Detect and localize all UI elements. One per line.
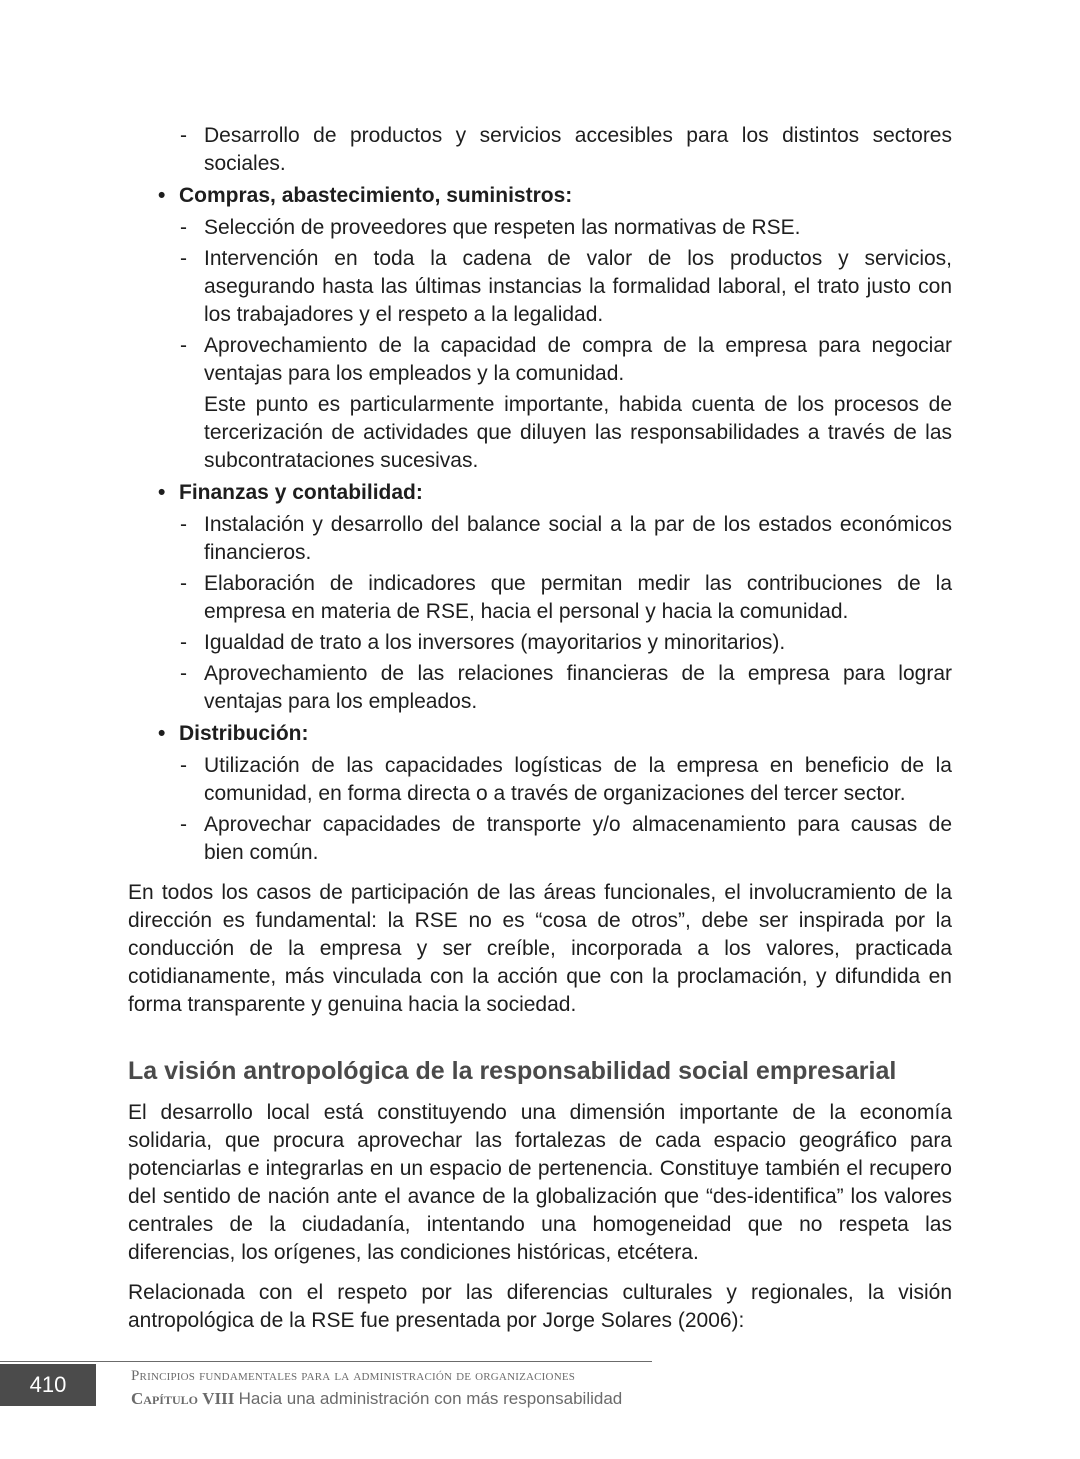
chapter-label: Capítulo bbox=[131, 1389, 198, 1408]
bullet-marker: • bbox=[158, 184, 166, 207]
section-title: Finanzas y contabilidad: bbox=[179, 481, 423, 504]
page-number: 410 bbox=[0, 1364, 96, 1406]
section-heading: La visión antropológica de la responsabilidad social empresarial bbox=[128, 1057, 897, 1085]
list-continuation: Este punto es particularmente importante, habida cuenta de los procesos de tercerización de actividades que diluyen las responsabilidades a través de las subcontrataciones sucesivas. bbox=[204, 393, 952, 472]
list-item bbox=[128, 214, 952, 242]
dash-marker: - bbox=[180, 662, 187, 685]
list-item-text: Instalación y desarrollo del balance social a la par de los estados económicos financieros. bbox=[204, 513, 952, 564]
dash-marker: - bbox=[180, 813, 187, 836]
list-item-text: Intervención en toda la cadena de valor de los productos y servicios, asegurando hasta las últimas instancias la formalidad laboral, el trato justo con los trabajadores y el respeto a la legalidad. bbox=[204, 247, 952, 326]
section-title: Distribución: bbox=[179, 722, 309, 745]
chapter-number: VIII bbox=[202, 1389, 235, 1408]
closing-paragraph: En todos los casos de participación de las áreas funcionales, el involucramiento de la dirección es fundamental: la RSE no es “cosa de otros”, debe ser inspirada por la conducción de la empresa y ser creíble, incorporada a los valores, practicada cotidianamente, más vinculada con la acción que con la proclamación, y difundida en forma transparente y genuina hacia la sociedad. bbox=[128, 881, 952, 1016]
list-item-text: Selección de proveedores que respeten las normativas de RSE. bbox=[204, 216, 801, 239]
bullet-marker: • bbox=[158, 481, 166, 504]
list-item-text: Aprovechamiento de las relaciones financieras de la empresa para lograr ventajas para los empleados. bbox=[204, 662, 952, 713]
list-item bbox=[128, 332, 952, 388]
list-item bbox=[128, 629, 952, 657]
dash-marker: - bbox=[180, 216, 187, 239]
footer-rule bbox=[0, 1361, 652, 1362]
list-item-text: Utilización de las capacidades logísticas de la empresa en beneficio de la comunidad, en forma directa o a través de organizaciones del tercer sector. bbox=[204, 754, 952, 805]
section-heading-distribucion bbox=[128, 720, 952, 748]
bullet-marker: • bbox=[158, 722, 166, 745]
list-item bbox=[128, 752, 952, 808]
running-footer bbox=[131, 1366, 622, 1410]
chapter-line bbox=[131, 1388, 622, 1410]
dash-marker: - bbox=[180, 334, 187, 357]
list-item-text: Elaboración de indicadores que permitan medir las contribuciones de la empresa en materia de RSE, hacia el personal y hacia la comunidad. bbox=[204, 572, 952, 623]
list-item bbox=[128, 811, 952, 867]
page-content bbox=[128, 122, 952, 1335]
list-item-text: Aprovechamiento de la capacidad de compra de la empresa para negociar ventajas para los empleados y la comunidad. bbox=[204, 334, 952, 385]
list-item bbox=[128, 511, 952, 567]
body-paragraph: El desarrollo local está constituyendo una dimensión importante de la economía solidaria, que procura aprovechar las fortalezas de cada espacio geográfico para potenciarlas e integrarlas en un espacio de pertenencia. Constituye también el recupero del sentido de nación ante el avance de la globalización que “des-identifica” los valores centrales de la ciudadanía, intentando una homogeneidad que no respeta las diferencias, los orígenes, las condiciones históricas, etcétera. bbox=[128, 1101, 952, 1264]
dash-marker: - bbox=[180, 631, 187, 654]
list-item bbox=[128, 660, 952, 716]
list-item bbox=[128, 570, 952, 626]
chapter-title: Hacia una administración con más responsabilidad bbox=[238, 1389, 623, 1408]
section-heading-finanzas bbox=[128, 479, 952, 507]
dash-marker: - bbox=[180, 572, 187, 595]
body-paragraph: Relacionada con el respeto por las diferencias culturales y regionales, la visión antropológica de la RSE fue presentada por Jorge Solares (2006): bbox=[128, 1281, 952, 1332]
list-item-text: Aprovechar capacidades de transporte y/o almacenamiento para causas de bien común. bbox=[204, 813, 952, 864]
list-item-text: Igualdad de trato a los inversores (mayoritarios y minoritarios). bbox=[204, 631, 786, 654]
list-item bbox=[128, 245, 952, 329]
dash-marker: - bbox=[180, 754, 187, 777]
book-title: Principios fundamentales para la administración de organizaciones bbox=[131, 1368, 576, 1384]
dash-marker: - bbox=[180, 247, 187, 270]
section-heading-compras bbox=[128, 182, 952, 210]
dash-marker: - bbox=[180, 513, 187, 536]
dash-marker: - bbox=[180, 124, 187, 147]
section-title: Compras, abastecimiento, suministros: bbox=[179, 184, 573, 207]
list-item-text: Desarrollo de productos y servicios accesibles para los distintos sectores sociales. bbox=[204, 124, 952, 175]
list-item bbox=[128, 122, 952, 178]
